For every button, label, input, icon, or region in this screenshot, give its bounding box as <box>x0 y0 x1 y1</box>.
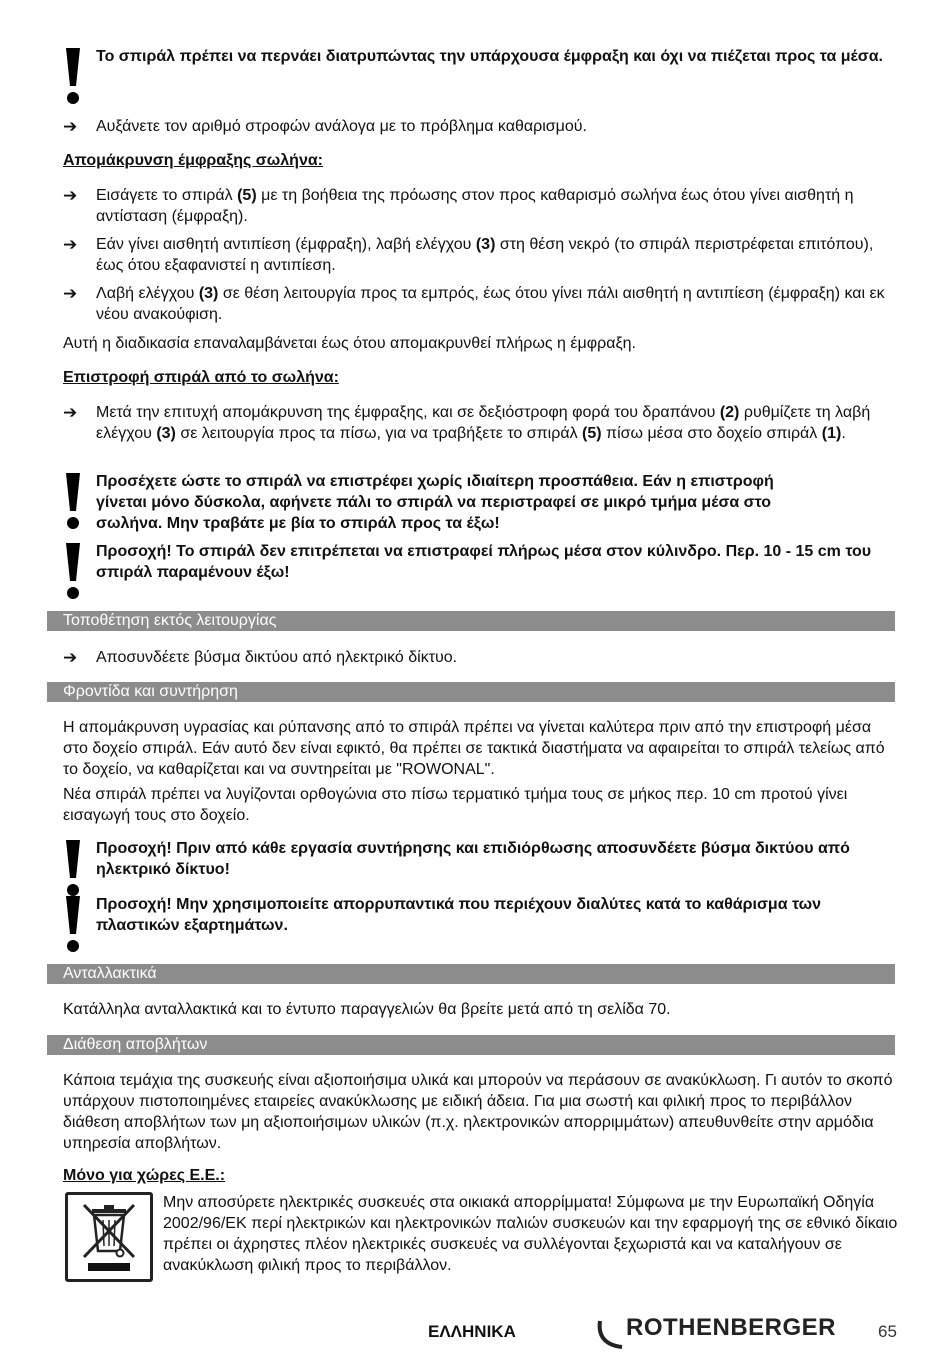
part-reference: (3) <box>198 285 219 302</box>
right-arrow-icon: ➔ <box>63 186 78 205</box>
list-item <box>63 283 898 325</box>
warning-note <box>60 471 820 534</box>
exclamation-mark-icon <box>60 543 86 601</box>
paragraph: Μην αποσύρετε ηλεκτρικές συσκευές στα οικιακά απορρίμματα! Σύμφωνα με την Ευρωπαϊκή Οδηγία 2002/96/ΕΚ περί ηλεκτρικών και ηλεκτρονικών παλιών συσκευών και την εφαρμογή της σε εθνικό δίκαιο πρέπει οι άχρηστες πλέον ηλεκτρικές συσκευές να συλλέγονται ξεχωριστά και να καταλήγουν σε ανακύκλωση φιλική προς το περιβάλλον. <box>163 1194 898 1274</box>
list-item-text <box>96 283 898 325</box>
brand-swoosh-icon <box>596 1313 626 1353</box>
page-number: 65 <box>878 1322 897 1341</box>
exclamation-mark-icon <box>60 473 86 531</box>
warning-text: Προσοχή! Μην χρησιμοποιείτε απορρυπαντικά που περιέχουν διαλύτες κατά το καθάρισμα των πλαστικών εξαρτημάτων. <box>96 896 822 934</box>
list-item-text <box>96 185 898 227</box>
brand-name: ROTHENBERGER <box>626 1314 837 1341</box>
list-item <box>63 116 898 137</box>
list-item-text <box>96 234 898 276</box>
text-run: Εάν γίνει αισθητή αντιπίεση (έμφραξη), λαβή ελέγχου <box>96 236 476 253</box>
exclamation-mark-icon <box>60 48 86 106</box>
text-run: σε λειτουργία προς τα πίσω, για να τραβήξετε το σπιράλ <box>175 425 583 442</box>
subheading: Επιστροφή σπιράλ από το σωλήνα: <box>63 369 339 386</box>
text-run: . <box>841 425 846 442</box>
text-run: σε θέση λειτουργία προς τα εμπρός, έως ότου γίνει πάλι αισθητή η αντιπίεση (έμφραξη) και εκ νέου ανακούφιση. <box>96 285 885 323</box>
list-item <box>63 647 898 668</box>
weee-symbol-box <box>65 1192 153 1282</box>
text-run: στη θέση νεκρό (το σπιράλ περιστρέφεται επιτόπου), έως ότου εξαφανιστεί η αντιπίεση. <box>96 236 874 274</box>
subheading: Απομάκρυνση έμφραξης σωλήνα: <box>63 152 323 169</box>
part-reference: (1) <box>821 425 842 442</box>
part-reference: (3) <box>156 425 176 442</box>
warning-text: Προσέχετε ώστε το σπιράλ να επιστρέφει χωρίς ιδιαίτερη προσπάθεια. Εάν η επιστροφή γίνεται μόνο δύσκολα, αφήνετε πάλι το σπιράλ να περιστραφεί σε μικρό τμήμα μέσα στο σωλήνα. Μην τραβάτε με βία το σπιράλ προς τα έξω! <box>96 473 774 532</box>
list-item <box>63 185 898 227</box>
section-heading-bar: Φροντίδα και συντήρηση <box>47 682 895 702</box>
subheading: Μόνο για χώρες Ε.Ε.: <box>63 1167 226 1184</box>
text-run: Λαβή ελέγχου <box>96 285 199 302</box>
part-reference: (5) <box>237 187 257 204</box>
right-arrow-icon: ➔ <box>63 403 78 422</box>
right-arrow-icon: ➔ <box>63 648 78 667</box>
text-run: Εισάγετε το σπιράλ <box>96 187 238 204</box>
paragraph: Κάποια τεμάχια της συσκευής είναι αξιοποιήσιμα υλικά και μπορούν να περάσουν σε ανακύκλωση. Γι αυτόν το σκοπό υπάρχουν πιστοποιημένες εταιρείες ανακύκλωσης με ειδική άδεια. Για μια σωστή και φιλική προς το περιβάλλον διάθεση αποβλήτων των μη αξιοποιήσιμων υλικών (π.χ. ηλεκτρονικών απορριμμάτων) απευθυνθείτε στην αρμόδια υπηρεσία αποβλήτων. <box>63 1072 893 1152</box>
exclamation-mark-icon <box>60 896 86 954</box>
warning-note <box>60 541 900 583</box>
exclamation-mark-icon <box>60 840 86 898</box>
text-run: ρυθμίζετε τη λαβή ελέγχου <box>96 404 871 442</box>
part-reference: (3) <box>475 236 496 253</box>
text-run: πίσω μέσα στο δοχείο σπιράλ <box>601 425 822 442</box>
warning-note <box>60 894 900 936</box>
paragraph: Αυτή η διαδικασία επαναλαμβάνεται έως ότου απομακρυνθεί πλήρως η έμφραξη. <box>63 335 636 352</box>
warning-text: Προσοχή! Το σπιράλ δεν επιτρέπεται να επιστραφεί πλήρως μέσα στον κύλινδρο. Περ. 10 - 15 cm του σπιράλ παραμένουν έξω! <box>96 543 872 581</box>
part-reference: (2) <box>719 404 740 421</box>
crossed-out-wheelie-bin-icon <box>68 1195 150 1279</box>
list-item-text <box>96 402 898 444</box>
part-reference: (5) <box>582 425 602 442</box>
footer-language: ΕΛΛΗΝΙΚΑ <box>428 1322 516 1341</box>
right-arrow-icon: ➔ <box>63 117 78 136</box>
paragraph: Νέα σπιράλ πρέπει να λυγίζονται ορθογώνια στο πίσω τερματικό τμήμα τους σε μήκος περ. 10 cm προτού γίνει εισαγωγή τους στο δοχείο. <box>63 786 848 824</box>
list-item-text: Αποσυνδέετε βύσμα δικτύου από ηλεκτρικό δίκτυο. <box>96 649 458 666</box>
right-arrow-icon: ➔ <box>63 284 78 303</box>
paragraph: Η απομάκρυνση υγρασίας και ρύπανσης από το σπιράλ πρέπει να γίνεται καλύτερα πριν από την επιστροφή μέσα στο δοχείο σπιράλ. Εάν αυτό δεν είναι εφικτό, θα πρέπει σε τακτικά διαστήματα να αφαιρείται το σπιράλ τελείως από το δοχείο, να καθαρίζεται και να συντηρείται με "ROWONAL". <box>63 719 885 778</box>
section-heading-bar: Ανταλλακτικά <box>47 964 895 984</box>
brand-logo <box>596 1313 846 1353</box>
list-item <box>63 402 898 444</box>
warning-note <box>60 838 900 880</box>
list-item <box>63 234 898 276</box>
paragraph: Κατάλληλα ανταλλακτικά και το έντυπο παραγγελιών θα βρείτε μετά από τη σελίδα 70. <box>63 1001 671 1018</box>
warning-text: Το σπιράλ πρέπει να περνάει διατρυπώντας την υπάρχουσα έμφραξη και όχι να πιέζεται προς τα μέσα. <box>96 48 883 65</box>
text-run: με τη βοήθεια της πρόωσης στον προς καθαρισμό σωλήνα έως ότου γίνει αισθητή η αντίσταση (έμφραξη). <box>96 187 854 225</box>
text-run: Μετά την επιτυχή απομάκρυνση της έμφραξης, και σε δεξιόστροφη φορά του δραπάνου <box>96 404 720 421</box>
warning-note <box>60 46 900 67</box>
list-item-text: Αυξάνετε τον αριθμό στροφών ανάλογα με το πρόβλημα καθαρισμού. <box>96 118 587 135</box>
warning-text: Προσοχή! Πριν από κάθε εργασία συντήρησης και επιδιόρθωσης αποσυνδέετε βύσμα δικτύου από ηλεκτρικό δίκτυο! <box>96 840 850 878</box>
right-arrow-icon: ➔ <box>63 235 78 254</box>
section-heading-bar: Διάθεση αποβλήτων <box>47 1035 895 1055</box>
section-heading-bar: Τοποθέτηση εκτός λειτουργίας <box>47 611 895 631</box>
